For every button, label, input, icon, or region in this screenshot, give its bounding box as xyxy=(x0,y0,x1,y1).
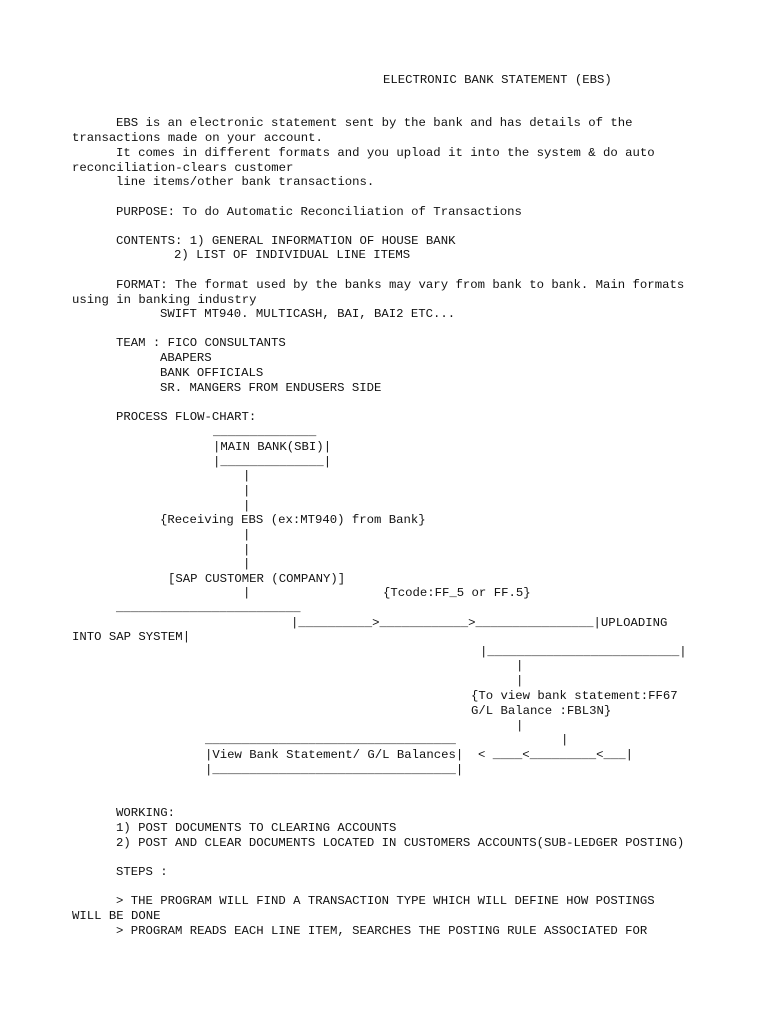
working-line-1: 1) POST DOCUMENTS TO CLEARING ACCOUNTS xyxy=(116,821,397,835)
flowchart-row-11: [SAP CUSTOMER (COMPANY)] xyxy=(168,572,346,586)
working-line-2: 2) POST AND CLEAR DOCUMENTS LOCATED IN CUSTOMERS ACCOUNTS(SUB-LEDGER POSTING) xyxy=(116,836,685,850)
steps-heading: STEPS : xyxy=(116,865,168,879)
flowchart-row-24: |_________________________________| xyxy=(205,763,464,777)
team-line-1: TEAM : FICO CONSULTANTS xyxy=(116,336,286,350)
purpose-text: PURPOSE: To do Automatic Reconciliation of Transactions xyxy=(116,205,522,219)
flowchart-row-14: |__________>____________>________________|UPLOADING xyxy=(291,616,668,630)
flowchart-row-19: {To view bank statement:FF67 xyxy=(471,689,678,703)
working-heading: WORKING: xyxy=(116,806,176,820)
intro-line-3: It comes in different formats and you upload it into the system & do auto xyxy=(116,146,655,160)
flowchart-heading: PROCESS FLOW-CHART: xyxy=(116,410,257,424)
intro-line-5: line items/other bank transactions. xyxy=(116,175,375,189)
flowchart-row-22a: __________________________________ xyxy=(205,733,456,747)
flowchart-row-20: G/L Balance :FBL3N} xyxy=(471,704,612,718)
flowchart-row-12b: {Tcode:FF_5 or FF.5} xyxy=(383,586,531,600)
intro-line-4: reconciliation-clears customer xyxy=(72,161,294,175)
flowchart-row-2: |MAIN BANK(SBI)| xyxy=(213,440,332,454)
contents-line-2: 2) LIST OF INDIVIDUAL LINE ITEMS xyxy=(174,248,411,262)
flowchart-row-6: | xyxy=(243,499,251,513)
flowchart-row-16: |__________________________| xyxy=(480,645,687,659)
flowchart-row-10: | xyxy=(243,557,251,571)
team-line-3: BANK OFFICIALS xyxy=(160,366,264,380)
document-title: ELECTRONIC BANK STATEMENT (EBS) xyxy=(383,73,612,87)
intro-line-2: transactions made on your account. xyxy=(72,131,323,145)
flowchart-row-18: | xyxy=(516,674,524,688)
flowchart-row-13: _________________________ xyxy=(116,601,301,615)
flowchart-row-15: INTO SAP SYSTEM| xyxy=(72,630,191,644)
intro-line-1: EBS is an electronic statement sent by the bank and has details of the xyxy=(116,116,633,130)
steps-line-2: WILL BE DONE xyxy=(72,909,161,923)
flowchart-row-3: |______________| xyxy=(213,455,332,469)
flowchart-row-1: ______________ xyxy=(213,425,317,439)
flowchart-row-9: | xyxy=(243,543,251,557)
contents-line-1: CONTENTS: 1) GENERAL INFORMATION OF HOUSE BANK xyxy=(116,234,456,248)
flowchart-row-5: | xyxy=(243,484,251,498)
flowchart-row-22b: | xyxy=(561,733,569,747)
steps-line-1: > THE PROGRAM WILL FIND A TRANSACTION TYPE WHICH WILL DEFINE HOW POSTINGS xyxy=(116,894,655,908)
flowchart-row-17: | xyxy=(516,659,524,673)
flowchart-row-21: | xyxy=(516,719,524,733)
format-line-1: FORMAT: The format used by the banks may vary from bank to bank. Main formats xyxy=(116,278,685,292)
steps-line-3: > PROGRAM READS EACH LINE ITEM, SEARCHES THE POSTING RULE ASSOCIATED FOR xyxy=(116,924,648,938)
team-line-4: SR. MANGERS FROM ENDUSERS SIDE xyxy=(160,381,382,395)
flowchart-row-7: {Receiving EBS (ex:MT940) from Bank} xyxy=(160,513,426,527)
team-line-2: ABAPERS xyxy=(160,351,212,365)
flowchart-row-23: |View Bank Statement/ G/L Balances| < ____<_________<___| xyxy=(205,748,634,762)
format-line-3: SWIFT MT940. MULTICASH, BAI, BAI2 ETC... xyxy=(160,307,456,321)
flowchart-row-4: | xyxy=(243,469,251,483)
flowchart-row-8: | xyxy=(243,528,251,542)
flowchart-row-12a: | xyxy=(243,586,251,600)
format-line-2: using in banking industry xyxy=(72,293,257,307)
